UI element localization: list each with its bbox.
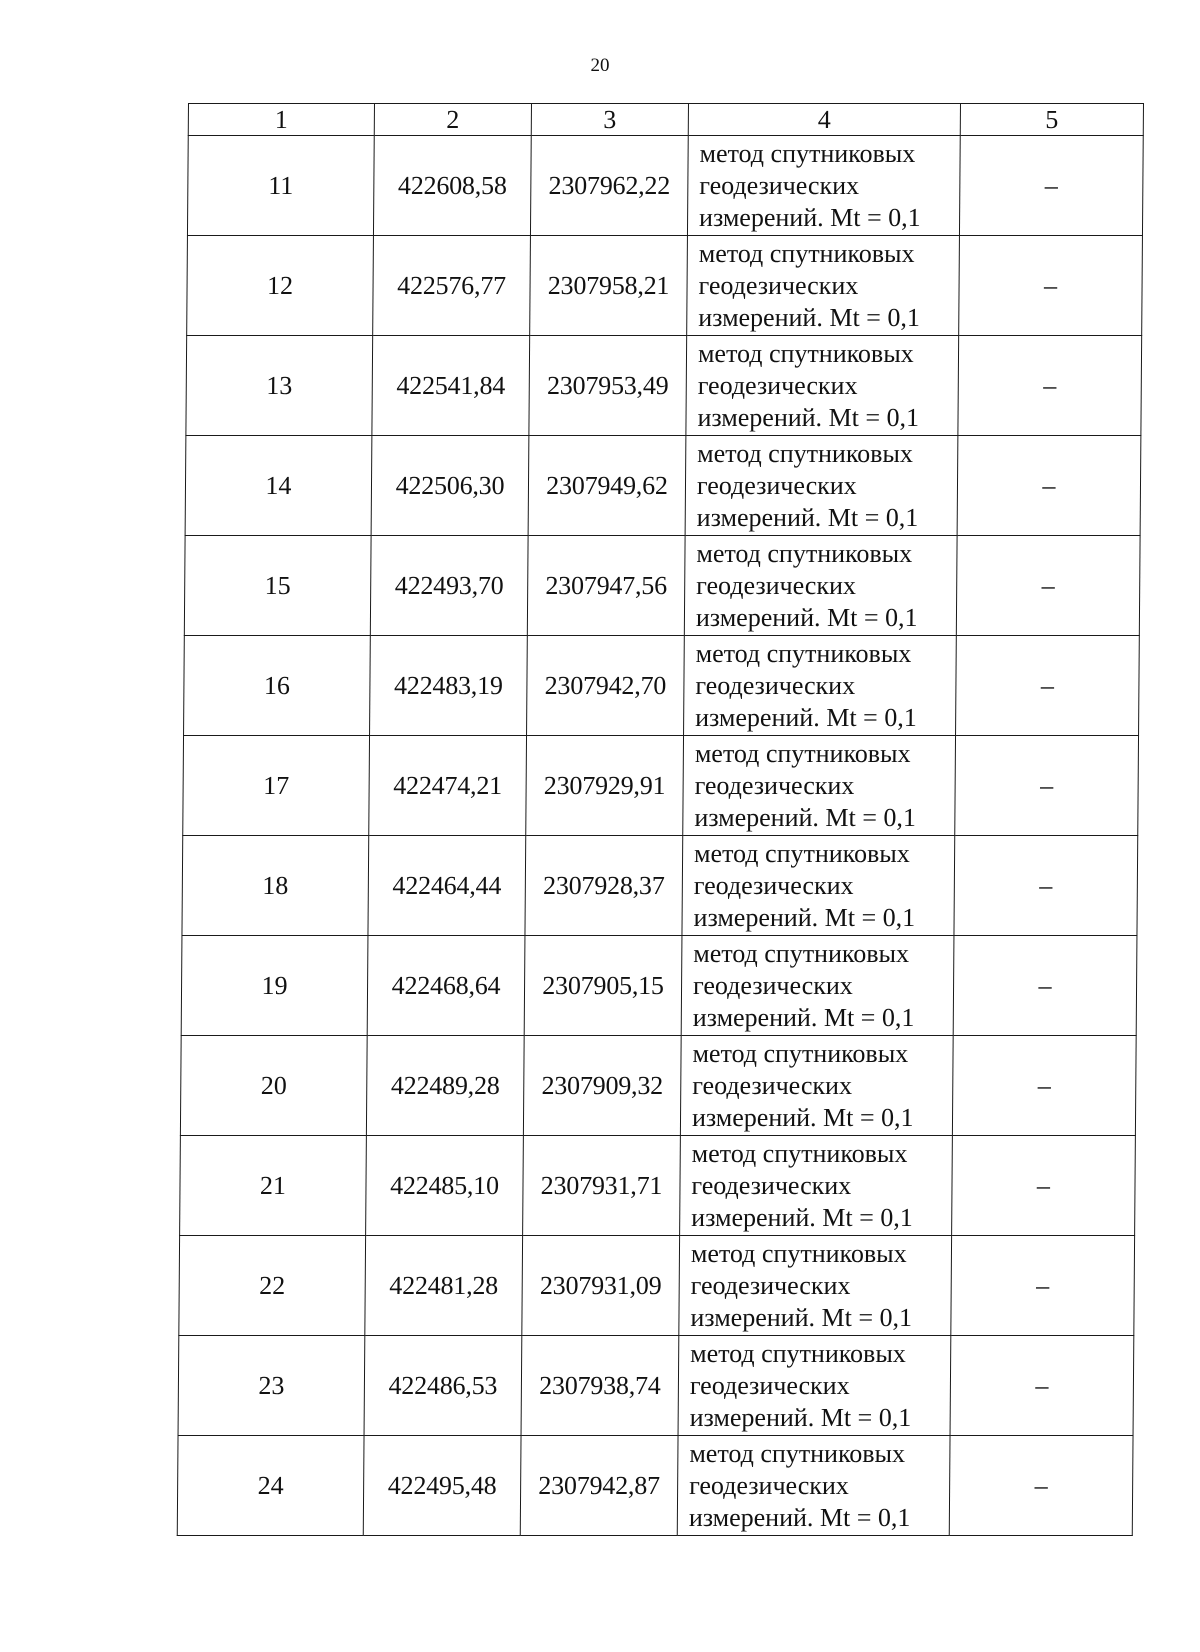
column-5-cell: – — [953, 936, 1137, 1036]
x-coordinate-cell: 422468,64 — [367, 936, 525, 1036]
method-line: геодезических — [690, 1270, 851, 1300]
method-line: геодезических — [697, 370, 858, 400]
method-line: измерений. Mt = 0,1 — [694, 802, 917, 832]
x-coordinate-cell: 422493,70 — [370, 536, 528, 636]
method-line: метод спутниковых — [698, 238, 915, 268]
header-col-3: 3 — [531, 104, 688, 136]
x-coordinate-cell: 422608,58 — [373, 136, 531, 236]
method-line: измерений. Mt = 0,1 — [695, 702, 917, 732]
table-body — [177, 136, 1143, 1536]
point-number-cell: 21 — [180, 1136, 367, 1236]
y-coordinate-cell: 2307942,87 — [520, 1436, 678, 1536]
column-5-cell: – — [952, 1036, 1136, 1136]
x-coordinate-cell: 422483,19 — [370, 636, 528, 736]
method-line: геодезических — [689, 1470, 849, 1500]
method-line: геодезических — [692, 970, 853, 1000]
method-line: геодезических — [696, 570, 857, 600]
column-5-cell: – — [959, 236, 1143, 336]
method-cell — [684, 536, 957, 636]
x-coordinate-cell: 422541,84 — [372, 336, 530, 436]
method-line: геодезических — [699, 170, 860, 200]
table-row — [180, 1136, 1136, 1236]
table-row — [181, 936, 1137, 1036]
method-cell — [684, 636, 957, 736]
y-coordinate-cell: 2307962,22 — [530, 136, 688, 236]
y-coordinate-cell: 2307931,71 — [523, 1136, 681, 1236]
method-line: метод спутниковых — [689, 1438, 906, 1468]
point-number-cell: 24 — [177, 1436, 364, 1536]
y-coordinate-cell: 2307953,49 — [529, 336, 687, 436]
method-line: геодезических — [689, 1370, 850, 1400]
column-5-cell: – — [951, 1236, 1135, 1336]
point-number-cell: 22 — [179, 1236, 366, 1336]
column-5-cell: – — [950, 1336, 1134, 1436]
method-line: измерений. Mt = 0,1 — [692, 1002, 915, 1032]
column-5-cell: – — [958, 336, 1142, 436]
point-number-cell: 12 — [187, 236, 374, 336]
method-line: измерений. Mt = 0,1 — [695, 602, 918, 632]
method-cell — [685, 436, 958, 536]
table-row — [185, 436, 1141, 536]
x-coordinate-cell: 422486,53 — [364, 1336, 522, 1436]
method-line: геодезических — [693, 870, 854, 900]
method-cell — [677, 1436, 950, 1536]
page-number: 20 — [590, 55, 610, 76]
method-line: измерений. Mt = 0,1 — [698, 202, 921, 232]
method-line: измерений. Mt = 0,1 — [693, 902, 916, 932]
y-coordinate-cell: 2307909,32 — [523, 1036, 681, 1136]
table-row — [180, 1036, 1136, 1136]
column-5-cell: – — [957, 436, 1141, 536]
point-number-cell: 14 — [185, 436, 372, 536]
y-coordinate-cell: 2307949,62 — [528, 436, 686, 536]
method-line: измерений. Mt = 0,1 — [690, 1302, 913, 1332]
method-line: метод спутниковых — [690, 1338, 906, 1368]
method-cell — [678, 1336, 951, 1436]
method-line: геодезических — [698, 270, 859, 300]
column-5-cell: – — [954, 836, 1138, 936]
table-row — [186, 336, 1142, 436]
method-line: геодезических — [695, 670, 856, 700]
method-line: измерений. Mt = 0,1 — [698, 302, 921, 332]
column-5-cell: – — [956, 536, 1140, 636]
header-row — [188, 104, 1143, 136]
method-line: метод спутниковых — [693, 938, 910, 968]
method-line: метод спутниковых — [697, 338, 914, 368]
column-5-cell: – — [949, 1436, 1133, 1536]
method-line: метод спутниковых — [693, 838, 910, 868]
column-5-cell: – — [956, 636, 1140, 736]
header-col-5: 5 — [960, 104, 1143, 136]
y-coordinate-cell: 2307931,09 — [522, 1236, 680, 1336]
table-header — [188, 104, 1143, 136]
table-row — [184, 536, 1140, 636]
method-cell — [679, 1236, 952, 1336]
point-number-cell: 16 — [184, 636, 371, 736]
method-line: метод спутниковых — [691, 1138, 908, 1168]
y-coordinate-cell: 2307947,56 — [527, 536, 685, 636]
method-line: измерений. Mt = 0,1 — [691, 1202, 913, 1232]
x-coordinate-cell: 422495,48 — [363, 1436, 521, 1536]
table-row — [182, 836, 1138, 936]
point-number-cell: 13 — [186, 336, 373, 436]
method-line: геодезических — [692, 1070, 853, 1100]
method-line: измерений. Mt = 0,1 — [696, 502, 919, 532]
method-line: геодезических — [694, 770, 855, 800]
table-row — [177, 1436, 1133, 1536]
y-coordinate-cell: 2307942,70 — [527, 636, 685, 736]
method-line: измерений. Mt = 0,1 — [689, 1402, 912, 1432]
y-coordinate-cell: 2307928,37 — [525, 836, 683, 936]
point-number-cell: 18 — [182, 836, 369, 936]
method-cell — [683, 736, 956, 836]
x-coordinate-cell: 422481,28 — [365, 1236, 523, 1336]
method-line: геодезических — [691, 1170, 852, 1200]
y-coordinate-cell: 2307958,21 — [530, 236, 688, 336]
point-number-cell: 20 — [180, 1036, 367, 1136]
method-line: метод спутниковых — [690, 1238, 907, 1268]
x-coordinate-cell: 422489,28 — [366, 1036, 524, 1136]
column-5-cell: – — [952, 1136, 1136, 1236]
point-number-cell: 17 — [183, 736, 370, 836]
method-line: метод спутниковых — [695, 638, 912, 668]
point-number-cell: 23 — [178, 1336, 365, 1436]
method-cell — [687, 236, 960, 336]
table-row — [179, 1236, 1135, 1336]
x-coordinate-cell: 422474,21 — [369, 736, 527, 836]
method-cell — [680, 1136, 953, 1236]
y-coordinate-cell: 2307905,15 — [524, 936, 682, 1036]
method-line: метод спутниковых — [699, 138, 916, 168]
table-row — [183, 736, 1139, 836]
x-coordinate-cell: 422464,44 — [368, 836, 526, 936]
table-row — [187, 136, 1143, 236]
method-cell — [680, 1036, 953, 1136]
x-coordinate-cell: 422485,10 — [366, 1136, 524, 1236]
x-coordinate-cell: 422506,30 — [371, 436, 529, 536]
method-line: метод спутниковых — [697, 438, 914, 468]
column-5-cell: – — [959, 136, 1143, 236]
method-cell — [681, 936, 954, 1036]
method-line: метод спутниковых — [696, 538, 913, 568]
y-coordinate-cell: 2307929,91 — [526, 736, 684, 836]
coordinates-table — [177, 103, 1144, 1536]
table-row — [187, 236, 1143, 336]
method-line: измерений. Mt = 0,1 — [691, 1102, 914, 1132]
column-5-cell: – — [955, 736, 1139, 836]
header-col-2: 2 — [374, 104, 531, 136]
method-line: метод спутниковых — [692, 1038, 909, 1068]
method-cell — [682, 836, 955, 936]
point-number-cell: 19 — [181, 936, 368, 1036]
x-coordinate-cell: 422576,77 — [373, 236, 531, 336]
method-line: метод спутниковых — [694, 738, 911, 768]
header-col-1: 1 — [188, 104, 374, 136]
method-line: измерений. Mt = 0,1 — [688, 1502, 911, 1532]
method-cell — [686, 336, 959, 436]
point-number-cell: 11 — [187, 136, 374, 236]
table-row — [178, 1336, 1134, 1436]
point-number-cell: 15 — [184, 536, 371, 636]
y-coordinate-cell: 2307938,74 — [521, 1336, 679, 1436]
method-cell — [687, 136, 960, 236]
header-col-4: 4 — [688, 104, 960, 136]
method-line: геодезических — [696, 470, 857, 500]
table-row — [184, 636, 1140, 736]
method-line: измерений. Mt = 0,1 — [697, 402, 920, 432]
